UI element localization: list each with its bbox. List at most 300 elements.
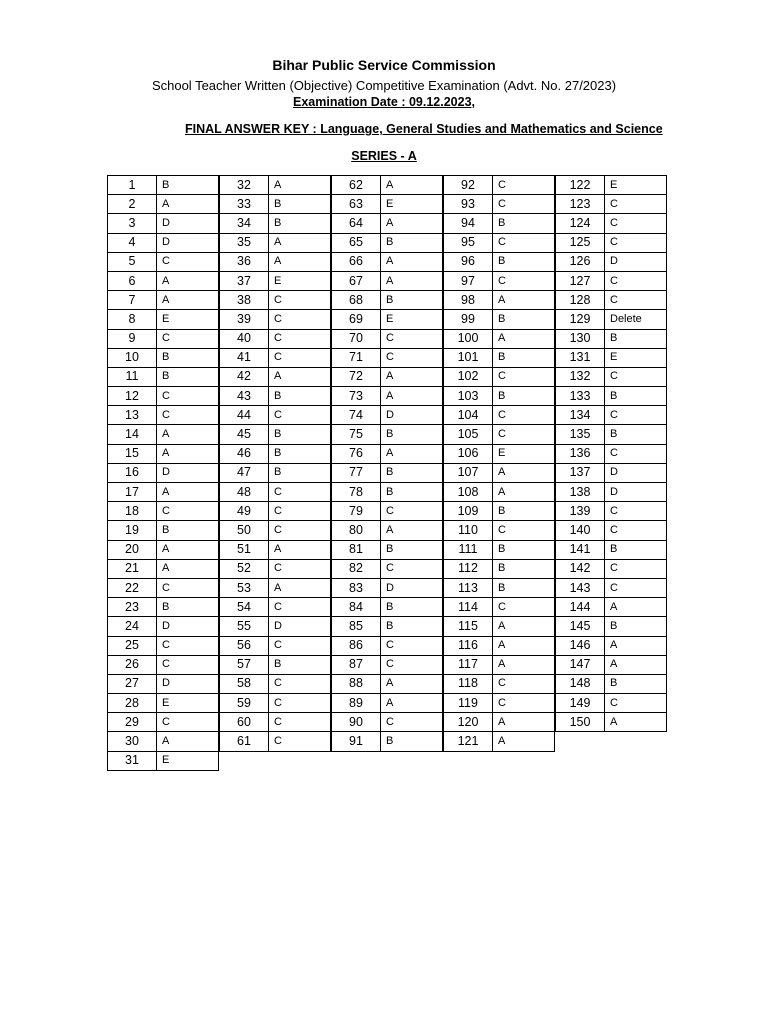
answer-option: A (269, 367, 331, 386)
answer-option: A (157, 444, 219, 463)
answer-option: B (381, 732, 443, 751)
table-row (444, 348, 555, 367)
question-number: 14 (108, 425, 157, 444)
question-number: 86 (332, 636, 381, 655)
question-number: 91 (332, 732, 381, 751)
table-row (220, 483, 331, 502)
question-number: 68 (332, 291, 381, 310)
answer-option: C (381, 713, 443, 732)
table-row (108, 310, 219, 329)
question-number: 43 (220, 387, 269, 406)
question-number: 27 (108, 674, 157, 693)
question-number: 66 (332, 252, 381, 271)
table-row (108, 559, 219, 578)
question-number: 128 (556, 291, 605, 310)
table-row (220, 195, 331, 214)
question-number: 63 (332, 195, 381, 214)
table-row (556, 636, 667, 655)
table-row (444, 291, 555, 310)
question-number: 143 (556, 578, 605, 597)
table-row (444, 444, 555, 463)
question-number: 88 (332, 674, 381, 693)
question-number: 84 (332, 598, 381, 617)
table-row (220, 291, 331, 310)
question-number: 13 (108, 406, 157, 425)
table-row (556, 271, 667, 290)
table-row (444, 271, 555, 290)
question-number: 136 (556, 444, 605, 463)
answer-option: A (157, 483, 219, 502)
table-row (444, 367, 555, 386)
answer-option: E (381, 310, 443, 329)
question-number: 49 (220, 502, 269, 521)
table-row (220, 214, 331, 233)
table-row (332, 521, 443, 540)
series-label: SERIES - A (351, 149, 417, 163)
answer-table-3 (331, 175, 443, 752)
question-number: 130 (556, 329, 605, 348)
question-number: 72 (332, 367, 381, 386)
question-number: 50 (220, 521, 269, 540)
question-number: 116 (444, 636, 493, 655)
answer-option: B (493, 310, 555, 329)
answer-option: C (381, 559, 443, 578)
table-row (556, 310, 667, 329)
question-number: 32 (220, 176, 269, 195)
answer-option: A (381, 271, 443, 290)
table-row (108, 674, 219, 693)
question-number: 40 (220, 329, 269, 348)
question-number: 6 (108, 271, 157, 290)
question-number: 140 (556, 521, 605, 540)
answer-option: A (381, 674, 443, 693)
question-number: 112 (444, 559, 493, 578)
question-number: 114 (444, 598, 493, 617)
table-row (444, 463, 555, 482)
answer-option: C (269, 598, 331, 617)
question-number: 126 (556, 252, 605, 271)
answer-option: B (493, 252, 555, 271)
question-number: 5 (108, 252, 157, 271)
question-number: 139 (556, 502, 605, 521)
answer-option: B (493, 559, 555, 578)
question-number: 89 (332, 694, 381, 713)
answer-option: A (381, 252, 443, 271)
answer-option: A (493, 329, 555, 348)
table-row (556, 617, 667, 636)
question-number: 131 (556, 348, 605, 367)
question-number: 123 (556, 195, 605, 214)
table-row (332, 732, 443, 751)
answer-option: E (605, 348, 667, 367)
table-row (444, 540, 555, 559)
question-number: 25 (108, 636, 157, 655)
answer-option: C (157, 713, 219, 732)
answer-option: A (493, 463, 555, 482)
question-number: 36 (220, 252, 269, 271)
table-row (556, 655, 667, 674)
question-number: 148 (556, 674, 605, 693)
question-number: 65 (332, 233, 381, 252)
answer-option: A (605, 636, 667, 655)
answer-option: C (493, 598, 555, 617)
question-number: 150 (556, 713, 605, 732)
question-number: 82 (332, 559, 381, 578)
answer-option: C (157, 502, 219, 521)
question-number: 18 (108, 502, 157, 521)
answer-option: E (157, 694, 219, 713)
table-row (332, 406, 443, 425)
question-number: 95 (444, 233, 493, 252)
question-number: 45 (220, 425, 269, 444)
table-row (444, 598, 555, 617)
question-number: 4 (108, 233, 157, 252)
table-row (444, 176, 555, 195)
question-number: 41 (220, 348, 269, 367)
table-row (220, 713, 331, 732)
answer-option: C (605, 214, 667, 233)
answer-option: B (381, 291, 443, 310)
question-number: 57 (220, 655, 269, 674)
question-number: 76 (332, 444, 381, 463)
question-number: 110 (444, 521, 493, 540)
question-number: 55 (220, 617, 269, 636)
answer-option: B (493, 387, 555, 406)
answer-option: C (493, 195, 555, 214)
answer-option: A (493, 655, 555, 674)
question-number: 118 (444, 674, 493, 693)
question-number: 20 (108, 540, 157, 559)
answer-option: E (493, 444, 555, 463)
question-number: 120 (444, 713, 493, 732)
table-row (220, 463, 331, 482)
answer-option: C (605, 291, 667, 310)
table-row (220, 502, 331, 521)
question-number: 71 (332, 348, 381, 367)
answer-option: B (157, 367, 219, 386)
question-number: 8 (108, 310, 157, 329)
answer-option: B (269, 463, 331, 482)
table-row (332, 598, 443, 617)
answer-table-5 (555, 175, 667, 732)
answer-option: B (605, 387, 667, 406)
answer-option: A (269, 176, 331, 195)
answer-option: C (493, 674, 555, 693)
question-number: 38 (220, 291, 269, 310)
table-row (108, 598, 219, 617)
table-row (108, 176, 219, 195)
answer-option: D (605, 483, 667, 502)
table-row (332, 367, 443, 386)
table-row (556, 713, 667, 732)
table-row (108, 636, 219, 655)
table-row (220, 578, 331, 597)
answer-option: A (381, 444, 443, 463)
answer-option: C (269, 694, 331, 713)
question-number: 92 (444, 176, 493, 195)
question-number: 16 (108, 463, 157, 482)
answer-option: B (493, 502, 555, 521)
answer-option: C (269, 502, 331, 521)
answer-option: C (493, 694, 555, 713)
table-row (220, 598, 331, 617)
answer-option: C (157, 387, 219, 406)
commission-title: Bihar Public Service Commission (272, 57, 496, 73)
answer-option: B (605, 617, 667, 636)
answer-option: C (605, 406, 667, 425)
answer-option: C (157, 636, 219, 655)
table-row (444, 387, 555, 406)
answer-option: B (269, 425, 331, 444)
answer-option: C (381, 502, 443, 521)
question-number: 129 (556, 310, 605, 329)
table-row (444, 329, 555, 348)
answer-option: D (157, 214, 219, 233)
table-row (220, 540, 331, 559)
question-number: 58 (220, 674, 269, 693)
table-row (220, 444, 331, 463)
question-number: 26 (108, 655, 157, 674)
table-row (556, 367, 667, 386)
table-row (220, 617, 331, 636)
answer-option: C (493, 367, 555, 386)
table-row (332, 271, 443, 290)
table-row (332, 425, 443, 444)
table-row (220, 559, 331, 578)
table-row (444, 655, 555, 674)
question-number: 3 (108, 214, 157, 233)
answer-option: D (381, 406, 443, 425)
table-row (444, 578, 555, 597)
answer-option: A (381, 387, 443, 406)
answer-option: A (493, 483, 555, 502)
question-number: 9 (108, 329, 157, 348)
answer-option: A (605, 598, 667, 617)
table-row (444, 252, 555, 271)
answer-option: B (493, 540, 555, 559)
table-row (332, 674, 443, 693)
answer-option: C (605, 367, 667, 386)
question-number: 34 (220, 214, 269, 233)
table-row (556, 387, 667, 406)
table-row (108, 387, 219, 406)
table-row (332, 176, 443, 195)
question-number: 102 (444, 367, 493, 386)
table-row (332, 617, 443, 636)
question-number: 48 (220, 483, 269, 502)
answer-option: C (605, 578, 667, 597)
answer-option: D (157, 617, 219, 636)
table-row (444, 214, 555, 233)
table-row (556, 195, 667, 214)
question-number: 29 (108, 713, 157, 732)
table-row (332, 387, 443, 406)
question-number: 54 (220, 598, 269, 617)
table-row (220, 176, 331, 195)
question-number: 51 (220, 540, 269, 559)
answer-option: C (157, 655, 219, 674)
question-number: 98 (444, 291, 493, 310)
answer-option: C (269, 483, 331, 502)
answer-option: A (157, 559, 219, 578)
answer-option: C (157, 329, 219, 348)
question-number: 7 (108, 291, 157, 310)
table-row (444, 713, 555, 732)
answer-option: C (605, 271, 667, 290)
question-number: 108 (444, 483, 493, 502)
answer-option: A (381, 694, 443, 713)
question-number: 17 (108, 483, 157, 502)
question-number: 106 (444, 444, 493, 463)
answer-table-1 (107, 175, 219, 771)
answer-option: E (157, 310, 219, 329)
table-row (332, 329, 443, 348)
question-number: 47 (220, 463, 269, 482)
question-number: 52 (220, 559, 269, 578)
question-number: 145 (556, 617, 605, 636)
question-number: 122 (556, 176, 605, 195)
question-number: 1 (108, 176, 157, 195)
answer-option: E (269, 271, 331, 290)
answer-option: A (157, 271, 219, 290)
answer-option: C (269, 674, 331, 693)
table-row (444, 310, 555, 329)
table-row (108, 578, 219, 597)
answer-option: A (493, 732, 555, 751)
table-row (556, 463, 667, 482)
answer-option: C (605, 444, 667, 463)
table-row (556, 540, 667, 559)
question-number: 90 (332, 713, 381, 732)
table-row (332, 214, 443, 233)
question-number: 141 (556, 540, 605, 559)
answer-option: B (605, 674, 667, 693)
question-number: 44 (220, 406, 269, 425)
answer-option: C (269, 559, 331, 578)
question-number: 37 (220, 271, 269, 290)
table-row (444, 617, 555, 636)
table-row (556, 176, 667, 195)
question-number: 87 (332, 655, 381, 674)
table-row (332, 483, 443, 502)
answer-option: D (605, 252, 667, 271)
table-row (108, 252, 219, 271)
question-number: 137 (556, 463, 605, 482)
question-number: 125 (556, 233, 605, 252)
table-row (108, 617, 219, 636)
question-number: 30 (108, 732, 157, 751)
question-number: 133 (556, 387, 605, 406)
answer-table-4 (443, 175, 555, 752)
answer-option: B (493, 214, 555, 233)
question-number: 73 (332, 387, 381, 406)
table-row (220, 233, 331, 252)
table-row (220, 406, 331, 425)
table-row (556, 329, 667, 348)
question-number: 62 (332, 176, 381, 195)
answer-option: B (269, 444, 331, 463)
question-number: 67 (332, 271, 381, 290)
question-number: 80 (332, 521, 381, 540)
question-number: 101 (444, 348, 493, 367)
answer-option: B (381, 463, 443, 482)
answer-option: A (269, 578, 331, 597)
question-number: 97 (444, 271, 493, 290)
answer-option: C (605, 233, 667, 252)
question-number: 74 (332, 406, 381, 425)
table-row (220, 674, 331, 693)
table-row (332, 502, 443, 521)
answer-option: B (605, 540, 667, 559)
table-row (556, 578, 667, 597)
table-row (220, 367, 331, 386)
table-row (220, 425, 331, 444)
table-row (220, 655, 331, 674)
answer-option: C (157, 252, 219, 271)
question-number: 53 (220, 578, 269, 597)
answer-option: A (605, 713, 667, 732)
answer-option: B (493, 348, 555, 367)
question-number: 144 (556, 598, 605, 617)
answer-option: D (157, 674, 219, 693)
question-number: 103 (444, 387, 493, 406)
question-number: 2 (108, 195, 157, 214)
table-row (220, 348, 331, 367)
table-row (220, 732, 331, 751)
question-number: 100 (444, 329, 493, 348)
question-number: 115 (444, 617, 493, 636)
answer-option: B (157, 521, 219, 540)
table-row (556, 406, 667, 425)
table-row (332, 310, 443, 329)
table-row (220, 252, 331, 271)
question-number: 60 (220, 713, 269, 732)
answer-option: A (493, 636, 555, 655)
answer-option: A (493, 291, 555, 310)
answer-option: A (381, 214, 443, 233)
table-row (444, 483, 555, 502)
question-number: 111 (444, 540, 493, 559)
table-row (444, 502, 555, 521)
question-number: 117 (444, 655, 493, 674)
table-row (556, 291, 667, 310)
answer-option: A (381, 176, 443, 195)
table-row (556, 694, 667, 713)
table-row (556, 559, 667, 578)
question-number: 39 (220, 310, 269, 329)
table-row (220, 521, 331, 540)
question-number: 107 (444, 463, 493, 482)
table-row (444, 521, 555, 540)
answer-option: A (269, 540, 331, 559)
question-number: 96 (444, 252, 493, 271)
question-number: 149 (556, 694, 605, 713)
answer-option: C (269, 348, 331, 367)
table-row (332, 694, 443, 713)
table-row (332, 348, 443, 367)
answer-option: C (605, 521, 667, 540)
answer-option: B (269, 387, 331, 406)
table-row (108, 694, 219, 713)
answer-option: C (269, 329, 331, 348)
answer-table-2 (219, 175, 331, 752)
question-number: 21 (108, 559, 157, 578)
question-number: 61 (220, 732, 269, 751)
question-number: 109 (444, 502, 493, 521)
table-row (556, 425, 667, 444)
answer-option: E (157, 751, 219, 770)
table-row (108, 214, 219, 233)
